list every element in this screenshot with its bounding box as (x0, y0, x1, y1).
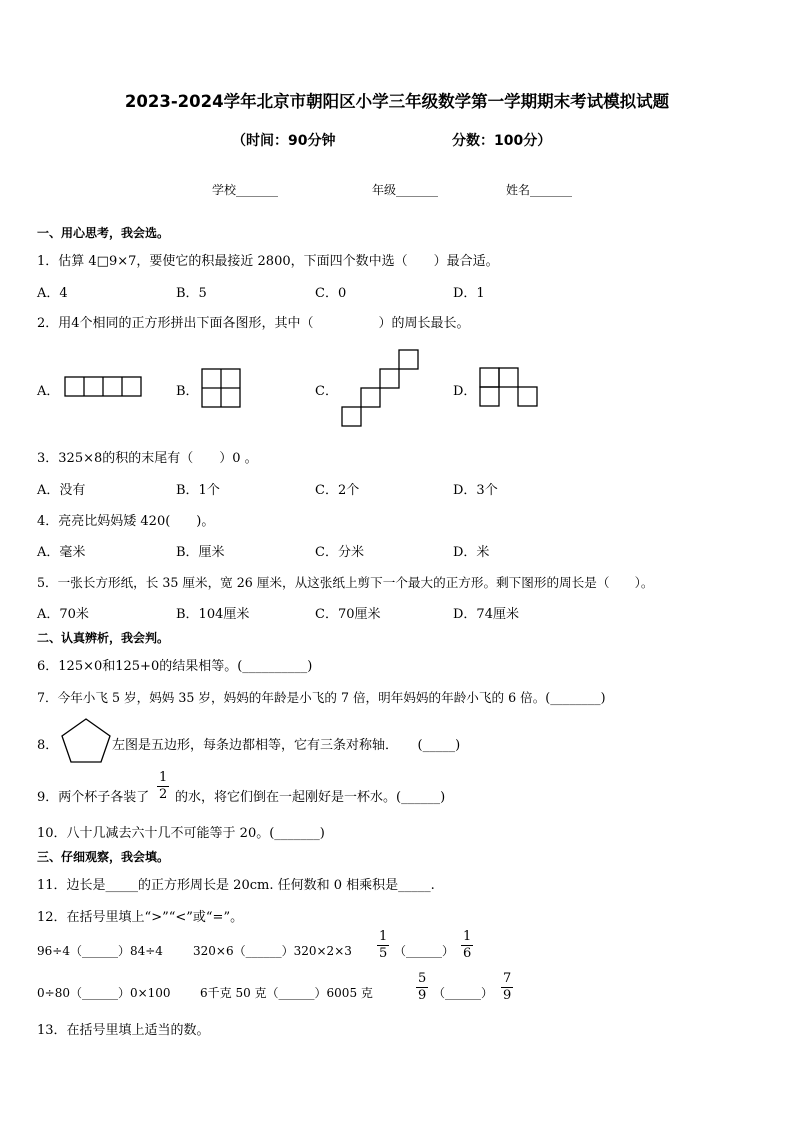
question-12: 12．在括号里填上“>”“<”或“=”。 (37, 910, 244, 925)
fraction-numerator: 1 (463, 929, 472, 944)
q9-fraction-denominator: 2 (159, 787, 168, 802)
fraction-denominator: 9 (418, 988, 427, 1003)
q12-fraction-7-9 (501, 971, 513, 1004)
section-1-heading: 一、用心思考，我会选。 (37, 226, 170, 240)
q12-fraction-1-6 (461, 929, 473, 962)
q4-option-a: A．毫米 (37, 545, 86, 560)
q1-option-c: C．0 (315, 286, 347, 301)
q2-option-d: D． (453, 384, 477, 399)
question-10: 10．八十几减去六十几不可能等于 20。(_______) (37, 826, 325, 841)
q3-option-b: B．1个 (176, 483, 220, 498)
question-1: 1．估算 4□9×7，要使它的积最接近 2800，下面四个数中选（ ）最合适。 (37, 254, 499, 269)
q2-option-a: A． (37, 384, 60, 399)
figure-d-zigzag (479, 367, 541, 409)
fraction-denominator: 6 (463, 946, 472, 961)
q12-item-4: 0÷80（______）0×100 (37, 986, 171, 1000)
q5-option-b: B．104厘米 (176, 607, 250, 622)
school-field: 学校_______ (212, 183, 279, 197)
q3-option-a: A．没有 (37, 483, 86, 498)
figure-c-staircase (342, 349, 422, 429)
question-2: 2．用4个相同的正方形拼出下面各图形，其中（ ）的周长最长。 (37, 316, 470, 331)
fraction-denominator: 5 (379, 946, 388, 961)
q4-option-b: B．厘米 (176, 545, 225, 560)
q5-option-a: A．70米 (37, 607, 89, 622)
figure-b-square-block (201, 368, 243, 410)
q4-option-c: C．分米 (315, 545, 364, 560)
q1-option-b: B．5 (176, 286, 207, 301)
q5-option-c: C．70厘米 (315, 607, 381, 622)
q12-item-2: 320×6（______）320×2×3 (193, 944, 352, 958)
q1-option-a: A．4 (37, 286, 68, 301)
q12-item-5: 6千克 50 克（______）6005 克 (200, 986, 373, 1000)
exam-score: 分数：100分） (452, 133, 552, 149)
q12-item-6-blank: （______） (433, 986, 494, 1000)
pentagon-figure (60, 718, 112, 764)
q12-item-1: 96÷4（______）84÷4 (37, 944, 163, 958)
question-9-start: 9．两个杯子各装了 (37, 790, 150, 805)
question-9-end: 的水，将它们倒在一起刚好是一杯水。(______) (175, 790, 446, 805)
question-13: 13．在括号里填上适当的数。 (37, 1023, 210, 1038)
question-3: 3．325×8的积的末尾有（ ）0 。 (37, 451, 258, 466)
fraction-numerator: 1 (379, 929, 388, 944)
question-7: 7．今年小飞 5 岁，妈妈 35 岁，妈妈的年龄是小飞的 7 倍，明年妈妈的年龄小飞的 6 倍。(________) (37, 690, 606, 705)
fraction-denominator: 9 (503, 988, 512, 1003)
q12-fraction-5-9 (416, 971, 428, 1004)
section-3-heading: 三、仔细观察，我会填。 (37, 850, 170, 864)
q5-option-d: D．74厘米 (453, 607, 519, 622)
q3-option-d: D．3个 (453, 483, 498, 498)
section-2-heading: 二、认真辨析，我会判。 (37, 631, 170, 645)
question-4: 4．亮亮比妈妈矮 420( )。 (37, 514, 215, 529)
q9-fraction-numerator: 1 (159, 770, 168, 785)
q1-option-d: D．1 (453, 286, 485, 301)
fraction-numerator: 5 (418, 971, 427, 986)
q12-item-3-blank: （______） (394, 944, 455, 958)
question-6: 6．125×0和125+0的结果相等。(__________) (37, 659, 313, 674)
exam-time: （时间：90分钟 (232, 133, 336, 149)
question-5: 5．一张长方形纸，长 35 厘米，宽 26 厘米，从这张纸上剪下一个最大的正方形。剩下图形的周长是（ ）。 (37, 575, 654, 590)
page-title: 2023-2024学年北京市朝阳区小学三年级数学第一学期期末考试模拟试题 (124, 92, 670, 111)
q4-option-d: D．米 (453, 545, 490, 560)
q9-fraction (157, 770, 169, 803)
question-8-number: 8． (37, 738, 59, 753)
q2-option-c: C． (315, 384, 338, 399)
q3-option-c: C．2个 (315, 483, 360, 498)
question-8: 左图是五边形，每条边都相等，它有三条对称轴． (_____) (112, 738, 461, 753)
q12-fraction-1-5 (377, 929, 389, 962)
figure-a-four-squares-row (64, 376, 142, 398)
q2-option-b: B． (176, 384, 199, 399)
question-11: 11．边长是_____的正方形周长是 20cm. 任何数和 0 相乘积是_____. (37, 878, 435, 893)
name-field: 姓名_______ (506, 183, 573, 197)
fraction-numerator: 7 (503, 971, 512, 986)
grade-field: 年级_______ (372, 183, 439, 197)
